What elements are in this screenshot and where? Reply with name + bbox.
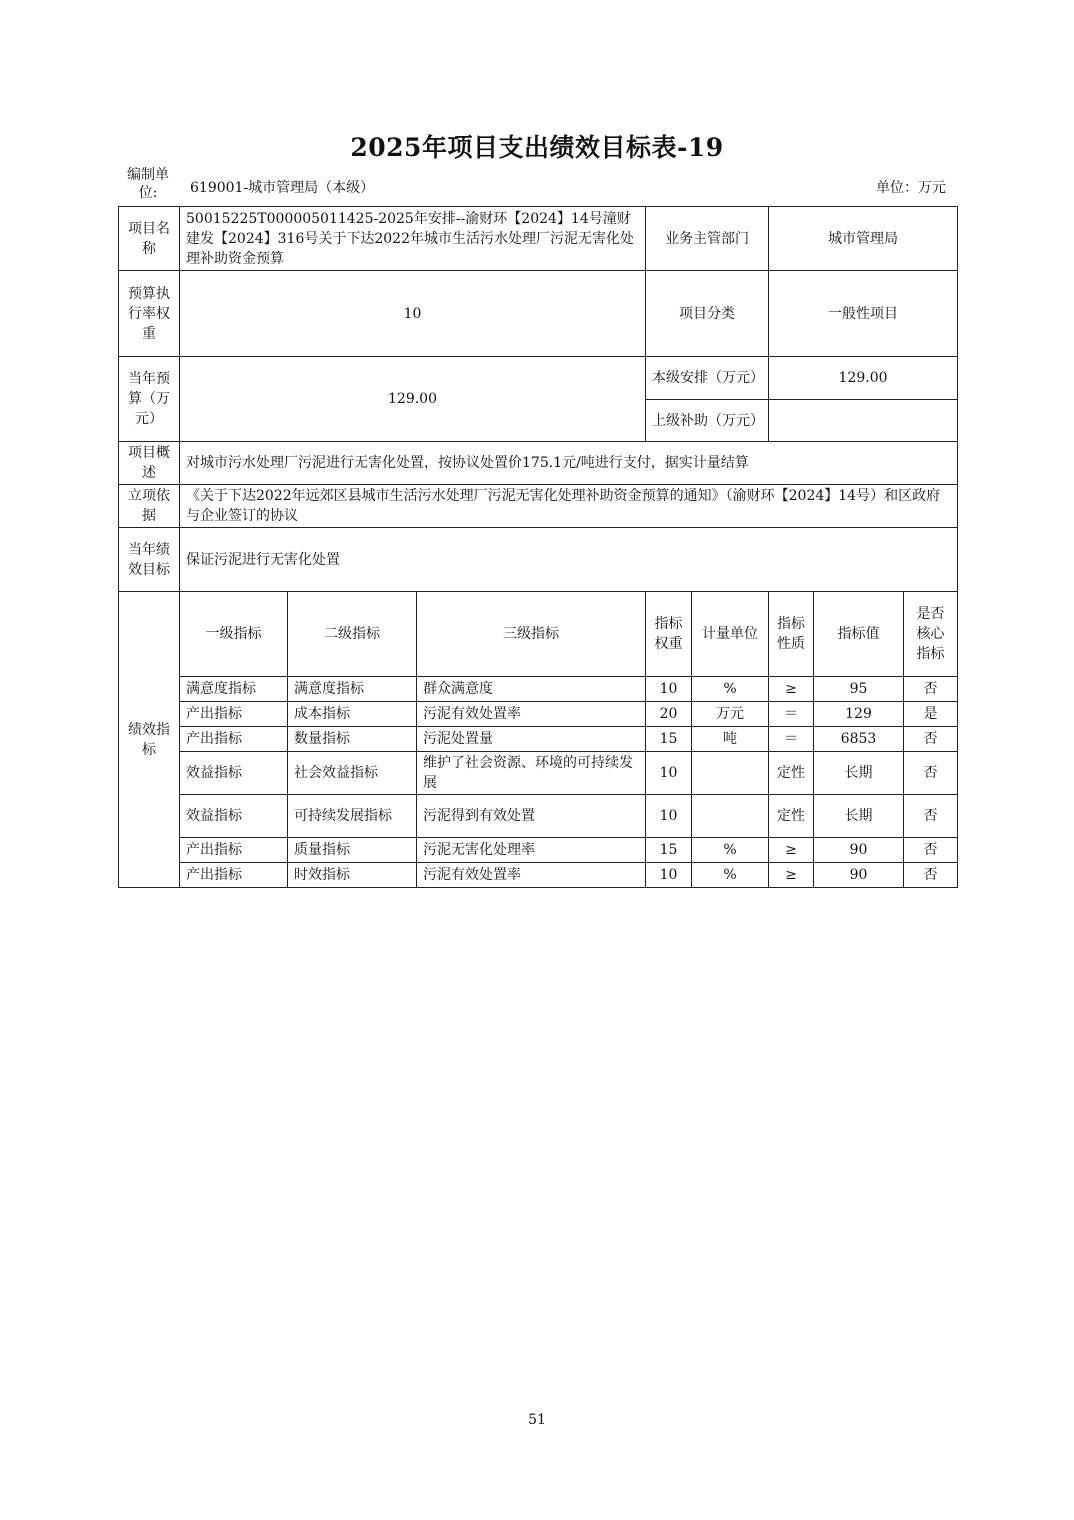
local-value: 129.00 <box>769 357 958 400</box>
row-l2: 时效指标 <box>288 863 417 888</box>
goal-value: 保证污泥进行无害化处置 <box>180 528 958 592</box>
row-nature: ≥ <box>769 677 814 702</box>
row-weight: 10 <box>646 677 692 702</box>
row-l2: 可持续发展指标 <box>288 795 417 838</box>
row-value: 长期 <box>814 752 904 795</box>
table-row <box>119 702 958 727</box>
row-nature: 定性 <box>769 752 814 795</box>
indicator-section-label: 绩效指标 <box>119 592 180 888</box>
upper-value <box>769 400 958 442</box>
goal-row <box>119 528 958 592</box>
row-value: 6853 <box>814 727 904 752</box>
row-l1: 产出指标 <box>180 702 288 727</box>
project-name-value: 50015225T000005011425-2025年安排--渝财环【2024】14号潼财建发【2024】316号关于下达2022年城市生活污水处理厂污泥无害化处理补助资金预算 <box>180 207 646 271</box>
table-row <box>119 863 958 888</box>
row-l1: 效益指标 <box>180 795 288 838</box>
row-unit: % <box>692 863 769 888</box>
basis-value: 《关于下达2022年远郊区县城市生活污水处理厂污泥无害化处理补助资金预算的通知》（渝财环【2024】14号）和区政府与企业签订的协议 <box>180 485 958 528</box>
row-l1: 满意度指标 <box>180 677 288 702</box>
dept-value: 城市管理局 <box>769 207 958 271</box>
weight-label: 预算执行率权重 <box>119 271 180 357</box>
header-unit: 计量单位 <box>692 592 769 677</box>
row-l3: 群众满意度 <box>417 677 646 702</box>
row-core: 否 <box>904 677 958 702</box>
row-l3: 污泥无害化处理率 <box>417 838 646 863</box>
row-weight: 20 <box>646 702 692 727</box>
weight-row <box>119 271 958 357</box>
goal-label: 当年绩效目标 <box>119 528 180 592</box>
page-title: 2025年项目支出绩效目标表-19 <box>350 133 724 162</box>
indicator-header-row <box>119 592 958 677</box>
row-weight: 10 <box>646 752 692 795</box>
row-l2: 社会效益指标 <box>288 752 417 795</box>
row-unit <box>692 752 769 795</box>
header-nature: 指标性质 <box>769 592 814 677</box>
row-unit: % <box>692 677 769 702</box>
header-core: 是否核心指标 <box>904 592 958 677</box>
header-l3: 三级指标 <box>417 592 646 677</box>
row-l2: 满意度指标 <box>288 677 417 702</box>
row-value: 90 <box>814 863 904 888</box>
row-weight: 15 <box>646 838 692 863</box>
row-core: 否 <box>904 727 958 752</box>
table-row <box>119 677 958 702</box>
row-l3: 维护了社会资源、环境的可持续发展 <box>417 752 646 795</box>
budget-label: 当年预算（万元） <box>119 357 180 442</box>
header-l2: 二级指标 <box>288 592 417 677</box>
row-l1: 效益指标 <box>180 752 288 795</box>
row-weight: 10 <box>646 863 692 888</box>
row-value: 长期 <box>814 795 904 838</box>
row-weight: 15 <box>646 727 692 752</box>
org-value: 619001-城市管理局（本级） <box>190 180 375 196</box>
row-unit: % <box>692 838 769 863</box>
dept-label: 业务主管部门 <box>646 207 769 271</box>
org-label: 编制单位: <box>127 167 169 201</box>
row-core: 否 <box>904 752 958 795</box>
row-l1: 产出指标 <box>180 863 288 888</box>
basis-row <box>119 485 958 528</box>
row-nature: ＝ <box>769 702 814 727</box>
row-value: 90 <box>814 838 904 863</box>
category-value: 一般性项目 <box>769 271 958 357</box>
row-core: 是 <box>904 702 958 727</box>
row-value: 95 <box>814 677 904 702</box>
header-value: 指标值 <box>814 592 904 677</box>
row-core: 否 <box>904 863 958 888</box>
row-l3: 污泥得到有效处置 <box>417 795 646 838</box>
page-number: 51 <box>528 1412 546 1428</box>
table-row <box>119 795 958 838</box>
project-name-row <box>119 207 958 271</box>
row-l3: 污泥有效处置率 <box>417 863 646 888</box>
basis-label: 立项依据 <box>119 485 180 528</box>
row-value: 129 <box>814 702 904 727</box>
project-name-label: 项目名称 <box>119 207 180 271</box>
category-label: 项目分类 <box>646 271 769 357</box>
local-label: 本级安排（万元） <box>646 357 769 400</box>
budget-row <box>119 357 958 400</box>
table-row <box>119 838 958 863</box>
row-l1: 产出指标 <box>180 838 288 863</box>
budget-value: 129.00 <box>180 357 646 442</box>
row-unit: 万元 <box>692 702 769 727</box>
row-core: 否 <box>904 795 958 838</box>
row-core: 否 <box>904 838 958 863</box>
row-l2: 数量指标 <box>288 727 417 752</box>
row-weight: 10 <box>646 795 692 838</box>
weight-value: 10 <box>180 271 646 357</box>
table-row <box>119 727 958 752</box>
unit-label: 单位：万元 <box>876 180 946 196</box>
table-row <box>119 752 958 795</box>
row-unit: 吨 <box>692 727 769 752</box>
overview-value: 对城市污水处理厂污泥进行无害化处置，按协议处置价175.1元/吨进行支付，据实计量结算 <box>180 442 958 485</box>
overview-row <box>119 442 958 485</box>
row-nature: ≥ <box>769 863 814 888</box>
row-nature: ＝ <box>769 727 814 752</box>
row-unit <box>692 795 769 838</box>
row-l2: 成本指标 <box>288 702 417 727</box>
overview-label: 项目概述 <box>119 442 180 485</box>
row-nature: 定性 <box>769 795 814 838</box>
performance-table <box>118 206 958 888</box>
row-nature: ≥ <box>769 838 814 863</box>
header-l1: 一级指标 <box>180 592 288 677</box>
row-l3: 污泥处置量 <box>417 727 646 752</box>
row-l2: 质量指标 <box>288 838 417 863</box>
upper-label: 上级补助（万元） <box>646 400 769 442</box>
header-weight: 指标权重 <box>646 592 692 677</box>
row-l3: 污泥有效处置率 <box>417 702 646 727</box>
row-l1: 产出指标 <box>180 727 288 752</box>
